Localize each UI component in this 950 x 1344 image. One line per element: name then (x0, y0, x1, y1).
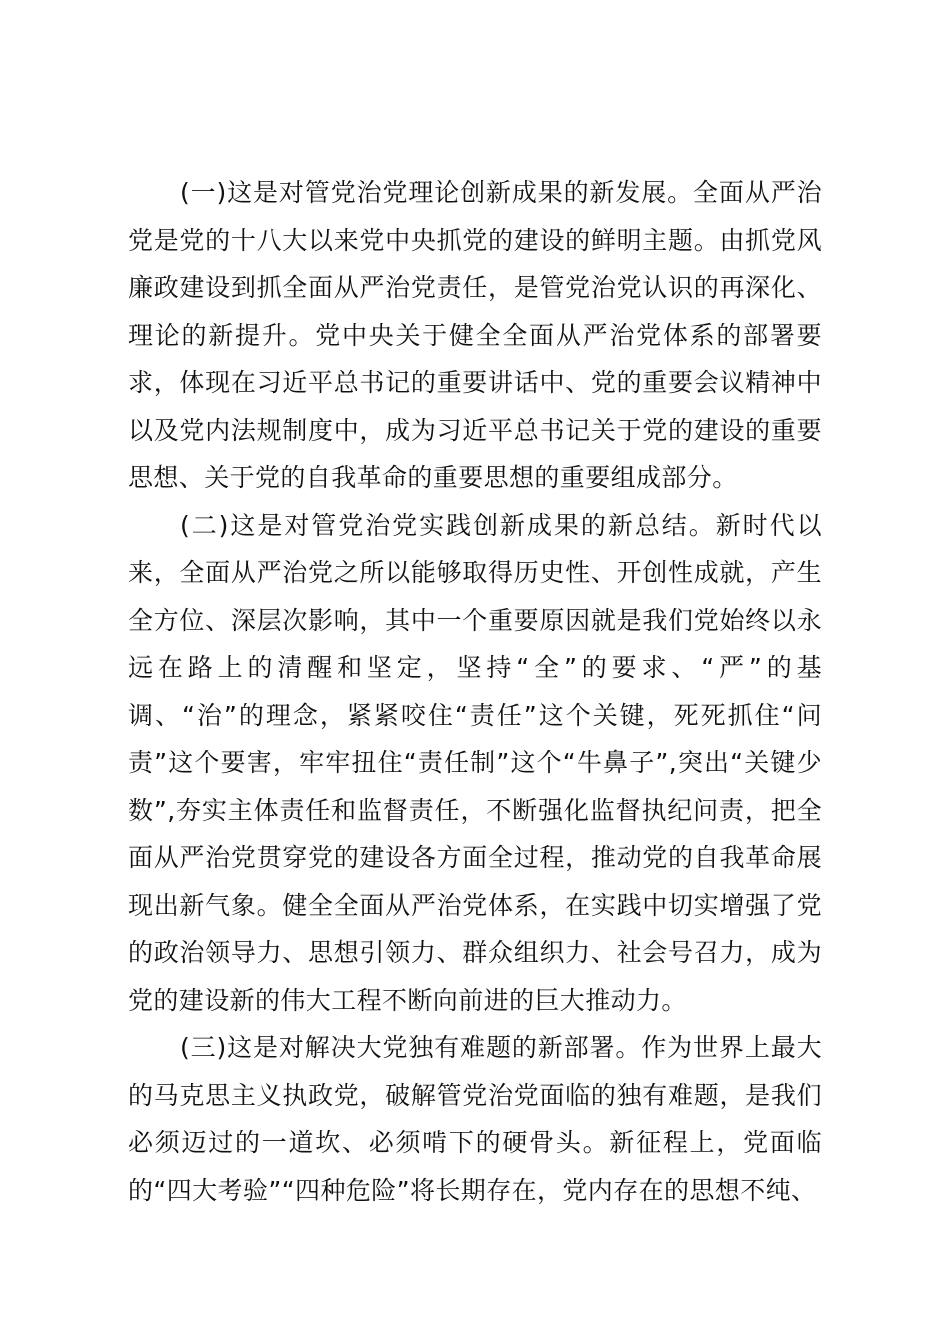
paragraph-1: (一)这是对管党治党理论创新成果的新发展。全面从严治党是党的十八大以来党中央抓党的建设的鲜明主题。由抓党风廉政建设到抓全面从严治党责任，是管党治党认识的再深化、理论的新提升。党中央关于健全全面从严治党体系的部署要求，体现在习近平总书记的重要讲话中、党的重要会议精神中以及党内法规制度中，成为习近平总书记关于党的建设的重要思想、关于党的自我革命的重要思想的重要组成部分。 (128, 178, 822, 492)
paragraph-2: (二)这是对管党治党实践创新成果的新总结。新时代以来，全面从严治党之所以能够取得历史性、开创性成就，产生全方位、深层次影响，其中一个重要原因就是我们党始终以永远在路上的清醒和坚定，坚持“全”的要求、“严”的基调、“治”的理念，紧紧咬住“责任”这个关键，死死抓住“问责”这个要害，牢牢扭住“责任制”这个“牛鼻子”,突出“关键少数”,夯实主体责任和监督责任，不断强化监督执纪问责，把全面从严治党贯穿党的建设各方面全过程，推动党的自我革命展现出新气象。健全全面从严治党体系，在实践中切实增强了党的政治领导力、思想引领力、群众组织力、社会号召力，成为党的建设新的伟大工程不断向前进的巨大推动力。 (128, 510, 822, 1015)
paragraph-3: (三)这是对解决大党独有难题的新部署。作为世界上最大的马克思主义执政党，破解管党治党面临的独有难题，是我们必须迈过的一道坎、必须啃下的硬骨头。新征程上，党面临的“四大考验”“四种危险”将长期存在，党内存在的思想不纯、 (128, 1033, 822, 1205)
body-text (128, 169, 822, 1214)
